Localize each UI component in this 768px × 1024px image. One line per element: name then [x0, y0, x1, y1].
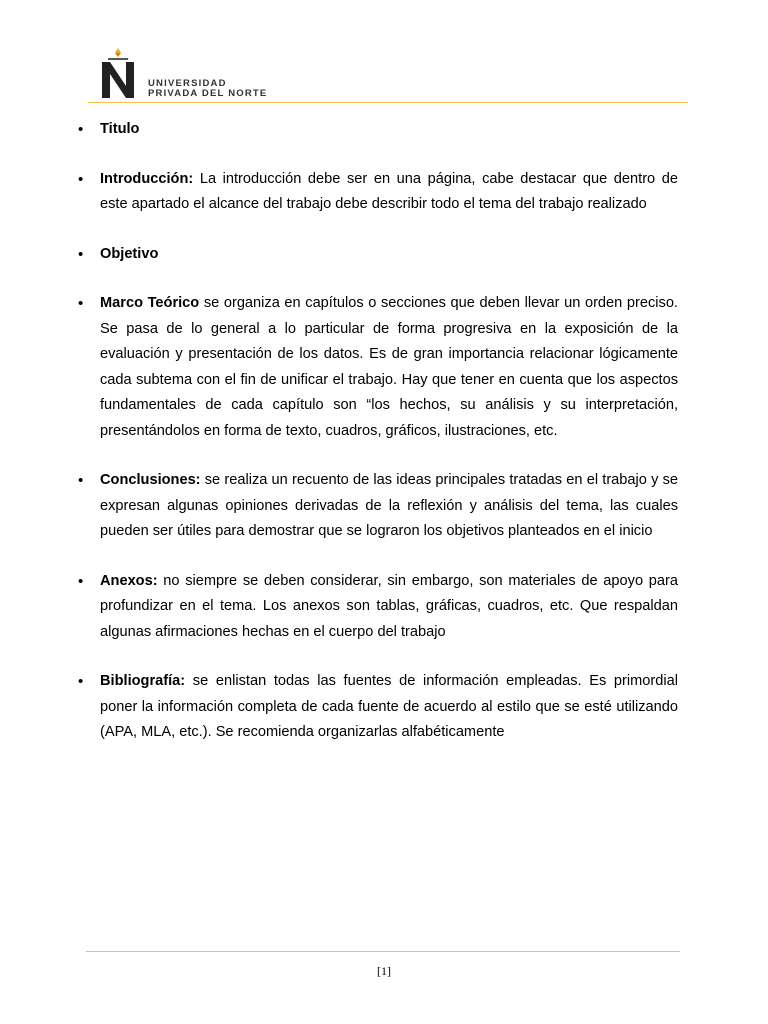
item-body: se organiza en capítulos o secciones que deben llevar un orden preciso. Se pasa de lo general a lo particular de forma progresiva en la exposición de la evaluación y presentación de los datos. Es de gran importancia relacionar lógicamente cada subtema con el fin de unificar el trabajo. Hay que tener en cuenta que los aspectos fundamentales de cada capítulo son “los hechos, su análisis y su interpretación, presentándolos en forma de texto, cuadros, gráficos, ilustraciones, etc.: [100, 295, 678, 439]
item-title: Bibliografía:: [100, 673, 186, 689]
item-body: se enlistan todas las fuentes de información empleadas. Es primordial poner la información completa de cada fuente de acuerdo al estilo que se esté utilizando (APA, MLA, etc.). Se recomienda organizarlas alfabéticamente: [100, 673, 678, 740]
page-header: [0, 0, 768, 110]
university-logo-icon: [98, 48, 138, 100]
bullet-icon: •: [78, 572, 84, 590]
bullet-icon: •: [78, 121, 84, 138]
list-item: [76, 242, 678, 268]
bullet-icon: •: [78, 245, 84, 263]
bullet-icon: •: [78, 472, 84, 489]
footer-divider: [86, 951, 680, 952]
brand-line-1: UNIVERSIDAD: [148, 78, 227, 89]
document-body: [76, 117, 678, 770]
list-item: [76, 167, 678, 218]
list-item: [76, 117, 678, 143]
page-number: [1]: [377, 964, 391, 978]
header-divider: [88, 102, 688, 103]
item-title: Introducción:: [100, 170, 194, 187]
item-body: se realiza un recuento de las ideas principales tratadas en el trabajo y se expresan algunas opiniones derivadas de la reflexión y análisis del tema, las cuales pueden ser útiles para demostrar que se lograron los objetivos planteados en el inicio: [100, 472, 678, 539]
item-title: Objetivo: [100, 245, 159, 262]
list-item: [76, 468, 678, 545]
item-title: Conclusiones:: [100, 472, 201, 488]
item-body: no siempre se deben considerar, sin embargo, son materiales de apoyo para profundizar en el tema. Los anexos son tablas, gráficas, cuadros, etc. Que respaldan algunas afirmaciones hechas en el cuerpo del trabajo: [100, 572, 678, 640]
bullet-icon: •: [78, 170, 84, 188]
list-item: [76, 291, 678, 444]
item-title: Titulo: [100, 121, 140, 137]
item-title: Marco Teórico: [100, 295, 200, 311]
list-item: [76, 669, 678, 746]
bullet-icon: •: [78, 295, 84, 312]
item-body: La introducción debe ser en una página, cabe destacar que dentro de este apartado el alcance del trabajo debe describir todo el tema del trabajo realizado: [100, 170, 678, 212]
bullet-icon: •: [78, 673, 84, 690]
item-title: Anexos:: [100, 572, 158, 589]
brand-line-2: PRIVADA DEL NORTE: [148, 88, 268, 99]
university-name: [148, 79, 267, 99]
list-item: [76, 569, 678, 646]
